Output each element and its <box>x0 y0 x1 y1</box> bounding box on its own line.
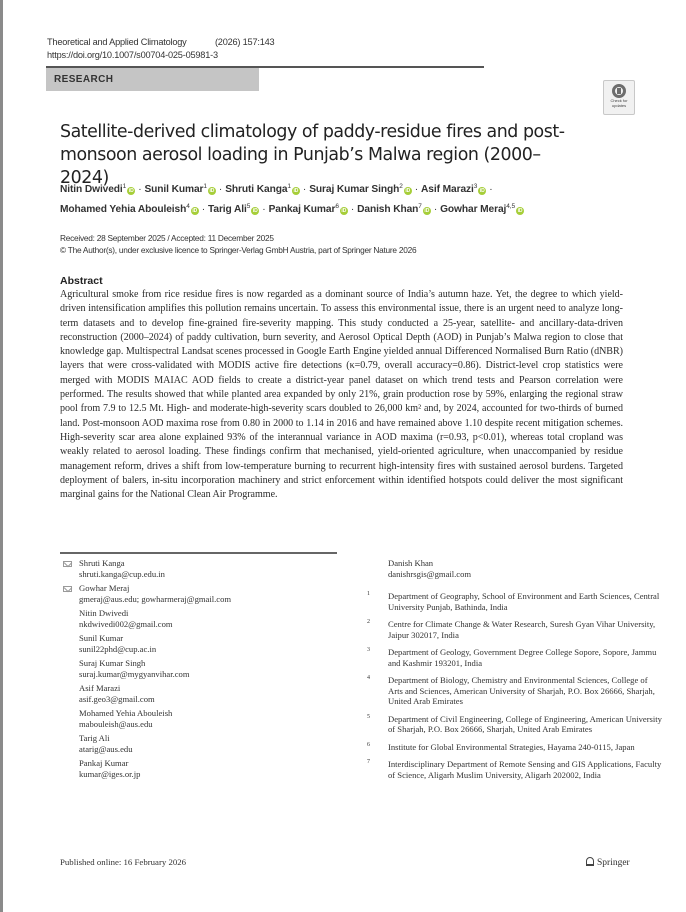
contact-email[interactable]: suraj.kumar@mygyanvihar.com <box>79 668 190 679</box>
check-updates-line1: Check for <box>610 98 628 103</box>
author[interactable]: Gowhar Meraj$^{4,5}$iD <box>440 203 523 215</box>
orcid-icon[interactable]: iD <box>293 188 299 194</box>
contact-email[interactable]: danishrsgis@gmail.com <box>388 568 472 579</box>
journal-name: Theoretical and Applied Climatology <box>47 37 187 47</box>
contact-name: Shruti Kanga <box>79 558 125 568</box>
contact-entry <box>364 558 664 579</box>
publisher-logo: Springer <box>586 857 630 868</box>
page-left-border <box>0 0 3 912</box>
orcid-icon[interactable]: iD <box>517 208 523 214</box>
affiliation: 7 Interdisciplinary Department of Remote Sensing and GIS Applications, Faculty of Science, Aligarh Muslim University, Aligarh 202002, India <box>367 759 662 780</box>
abstract-heading: Abstract <box>60 275 103 287</box>
contact-name: Sunil Kumar <box>79 633 124 643</box>
orcid-icon[interactable]: iD <box>128 188 134 194</box>
contact-name: Nitin Dwivedi <box>79 608 129 618</box>
affiliation-list <box>364 591 664 780</box>
abstract-text: Agricultural smoke from rice residue fires is now regarded as a dominant source of India’s autumn haze. Yet, the degree to which yield-driven intensification amplifies this pollution remains uncertain. To assess this environmental issue, there is an urgent need to analyze long-term datasets and to develop fine-grained fire-severity mapping. This study conducted a 25-year, satellite- and ancillary-data-driven reconstruction (2000–2024) of paddy cultivation, burn severity, and Aerosol Optical Depth (AOD) in Punjab’s Malwa region to close that knowledge gap. Multispectral Landsat scenes processed in Google Earth Engine yielded annual Differenced Normalised Burn Ratio (dNBR) layers that were cross-validated with MODIS active fire detections (κ=0.79, overall accuracy=0.86). District-level crop statistics were merged with MODIS MAIAC AOD fields to create a district-year panel dataset on which trend tests and Pearson correlation were performed. The results showed that while planted area expanded by only 21%, grain production rose by 59%, enlarging the regional straw pool from 7.9 to 12.5 Mt. High- and moderate-high-severity scars doubled to 26,000 km² and, by 2024, accounted for two-thirds of burned land. Post-monsoon AOD maxima rose from 0.80 in 2000 to 1.14 in 2016 and have remained above 1.10 despite recent mitigation schemes. High-severity scar area alone explained 93% of the interannual variance in AOD maxima (r=0.93, p<0.01), whereas total cropland was weakly related to aerosol loading. These findings confirm that mechanised, yield-oriented agriculture, when unaccompanied by residue management reform, drives a shift from low-temperature burning to recurrent high-intensity fires with sustained aerosol burdens. Targeted deployment of balers, in-situ incorporation machinery and strict enforcement within identified hotspots could deliver the most significant marginal gains for the National Clean Air Programme. <box>60 289 623 501</box>
contact-name: Suraj Kumar Singh <box>79 658 146 668</box>
affiliation: 1 Department of Geography, School of Environment and Earth Sciences, Central University Punjab, Bathinda, India <box>367 591 660 612</box>
affiliation: 3 Department of Geology, Government Degree College Sopore, Sopore, Jammu and Kashmir 193201, India <box>367 647 657 668</box>
contact-email[interactable]: sunil22phd@cup.ac.in <box>79 643 157 654</box>
contact-entry <box>60 658 340 679</box>
contact-name: Pankaj Kumar <box>79 758 129 768</box>
author[interactable]: Sunil Kumar$^1$iD <box>144 183 215 195</box>
crossmark-icon <box>612 84 626 98</box>
contact-name: Gowhar Meraj <box>79 583 130 593</box>
contact-email[interactable]: atarig@aus.edu <box>79 743 133 754</box>
author[interactable]: Asif Marazi$^3$iD <box>421 183 485 195</box>
contact-entry <box>60 683 340 704</box>
contact-name: Mohamed Yehia Abouleish <box>79 708 173 718</box>
journal-header <box>47 36 274 62</box>
author[interactable]: Tarig Ali$^5$iD <box>208 203 258 215</box>
orcid-icon[interactable]: iD <box>341 208 347 214</box>
orcid-icon[interactable]: iD <box>479 188 485 194</box>
contact-entry <box>60 608 340 629</box>
springer-horse-icon <box>586 857 594 866</box>
article-title: Satellite-derived climatology of paddy-residue fires and post-monsoon aerosol loading in Punjab’s Malwa region (2000–2024) <box>60 122 565 188</box>
author[interactable]: Nitin Dwivedi$^1$iD <box>60 183 134 195</box>
contact-entry <box>60 583 340 604</box>
contact-entry <box>60 733 340 754</box>
contact-list <box>60 558 340 783</box>
contact-name: Danish Khan <box>388 558 434 568</box>
author[interactable]: Mohamed Yehia Abouleish$^4$iD <box>60 203 198 215</box>
contact-email[interactable]: asif.geo3@gmail.com <box>79 693 155 704</box>
author[interactable]: Pankaj Kumar$^6$iD <box>268 203 347 215</box>
affiliation: 6 Institute for Global Environmental Strategies, Hayama 240-0115, Japan <box>367 741 635 752</box>
journal-citation: (2026) 157:143 <box>214 37 275 47</box>
contact-email[interactable]: gmeraj@aus.edu; gowharmeraj@gmail.com <box>79 593 232 604</box>
orcid-icon[interactable]: iD <box>209 188 215 194</box>
footnote-rule <box>60 552 337 554</box>
orcid-icon[interactable]: iD <box>192 208 198 214</box>
author[interactable]: Suraj Kumar Singh$^2$iD <box>309 183 411 195</box>
contact-email[interactable]: shruti.kanga@cup.edu.in <box>79 568 165 579</box>
orcid-icon[interactable]: iD <box>252 208 258 214</box>
affiliations-column <box>364 558 664 787</box>
contact-name: Tarig Ali <box>79 733 110 743</box>
section-label: RESEARCH <box>46 68 259 91</box>
contact-entry <box>60 558 340 579</box>
envelope-icon <box>63 586 72 592</box>
envelope-icon <box>63 561 72 567</box>
copyright-notice: © The Author(s), under exclusive licence to Springer-Verlag GmbH Austria, part of Springer Nature 2026 <box>60 245 417 255</box>
affiliation: 5 Department of Civil Engineering, College of Engineering, American University of Sharjah, P.O. Box 26666, Sharjah, United Arab Emirates <box>367 713 662 734</box>
contact-email[interactable]: nkdwivedi002@gmail.com <box>79 618 173 629</box>
author[interactable]: Shruti Kanga$^1$iD <box>225 183 299 195</box>
contact-email[interactable]: mabouleish@aus.edu <box>79 718 153 729</box>
check-for-updates-badge[interactable] <box>603 80 635 115</box>
contact-name: Asif Marazi <box>79 683 121 693</box>
doi-link[interactable]: https://doi.org/10.1007/s00704-025-05981-3 <box>47 50 218 60</box>
contact-entry <box>60 708 340 729</box>
contact-entry <box>60 758 340 779</box>
contact-email[interactable]: kumar@iges.or.jp <box>79 768 141 779</box>
published-online-date: Published online: 16 February 2026 <box>60 857 187 867</box>
check-updates-line2: updates <box>611 102 627 108</box>
affiliation: 2 Centre for Climate Change & Water Research, Suresh Gyan Vihar University, Jaipur 302017, India <box>367 619 656 640</box>
contact-entry <box>60 633 340 654</box>
author-list: Nitin Dwivedi$^1$iD · Sunil Kumar$^1$iD · Shruti Kanga$^1$iD · Suraj Kumar Singh$^2$iD · Asif Marazi$^3$iD · Mohamed Yehia Abouleish$^4$iD · Tarig Ali$^5$iD · Pankaj Kumar$^6$iD · Danish Khan$^7$iD · Gowhar Meraj$^{4,5}$iD <box>60 183 523 215</box>
author[interactable]: Danish Khan$^7$iD <box>357 203 430 215</box>
orcid-icon[interactable]: iD <box>424 208 430 214</box>
affiliation: 4 Department of Biology, Chemistry and Environmental Sciences, College of Arts and Sciences, American University of Sharjah, P.O. Box 26666, Sharjah, United Arab Emirates <box>367 675 655 706</box>
received-accepted: Received: 28 September 2025 / Accepted: 11 December 2025 <box>60 233 274 243</box>
article-dates <box>60 232 416 256</box>
orcid-icon[interactable]: iD <box>405 188 411 194</box>
